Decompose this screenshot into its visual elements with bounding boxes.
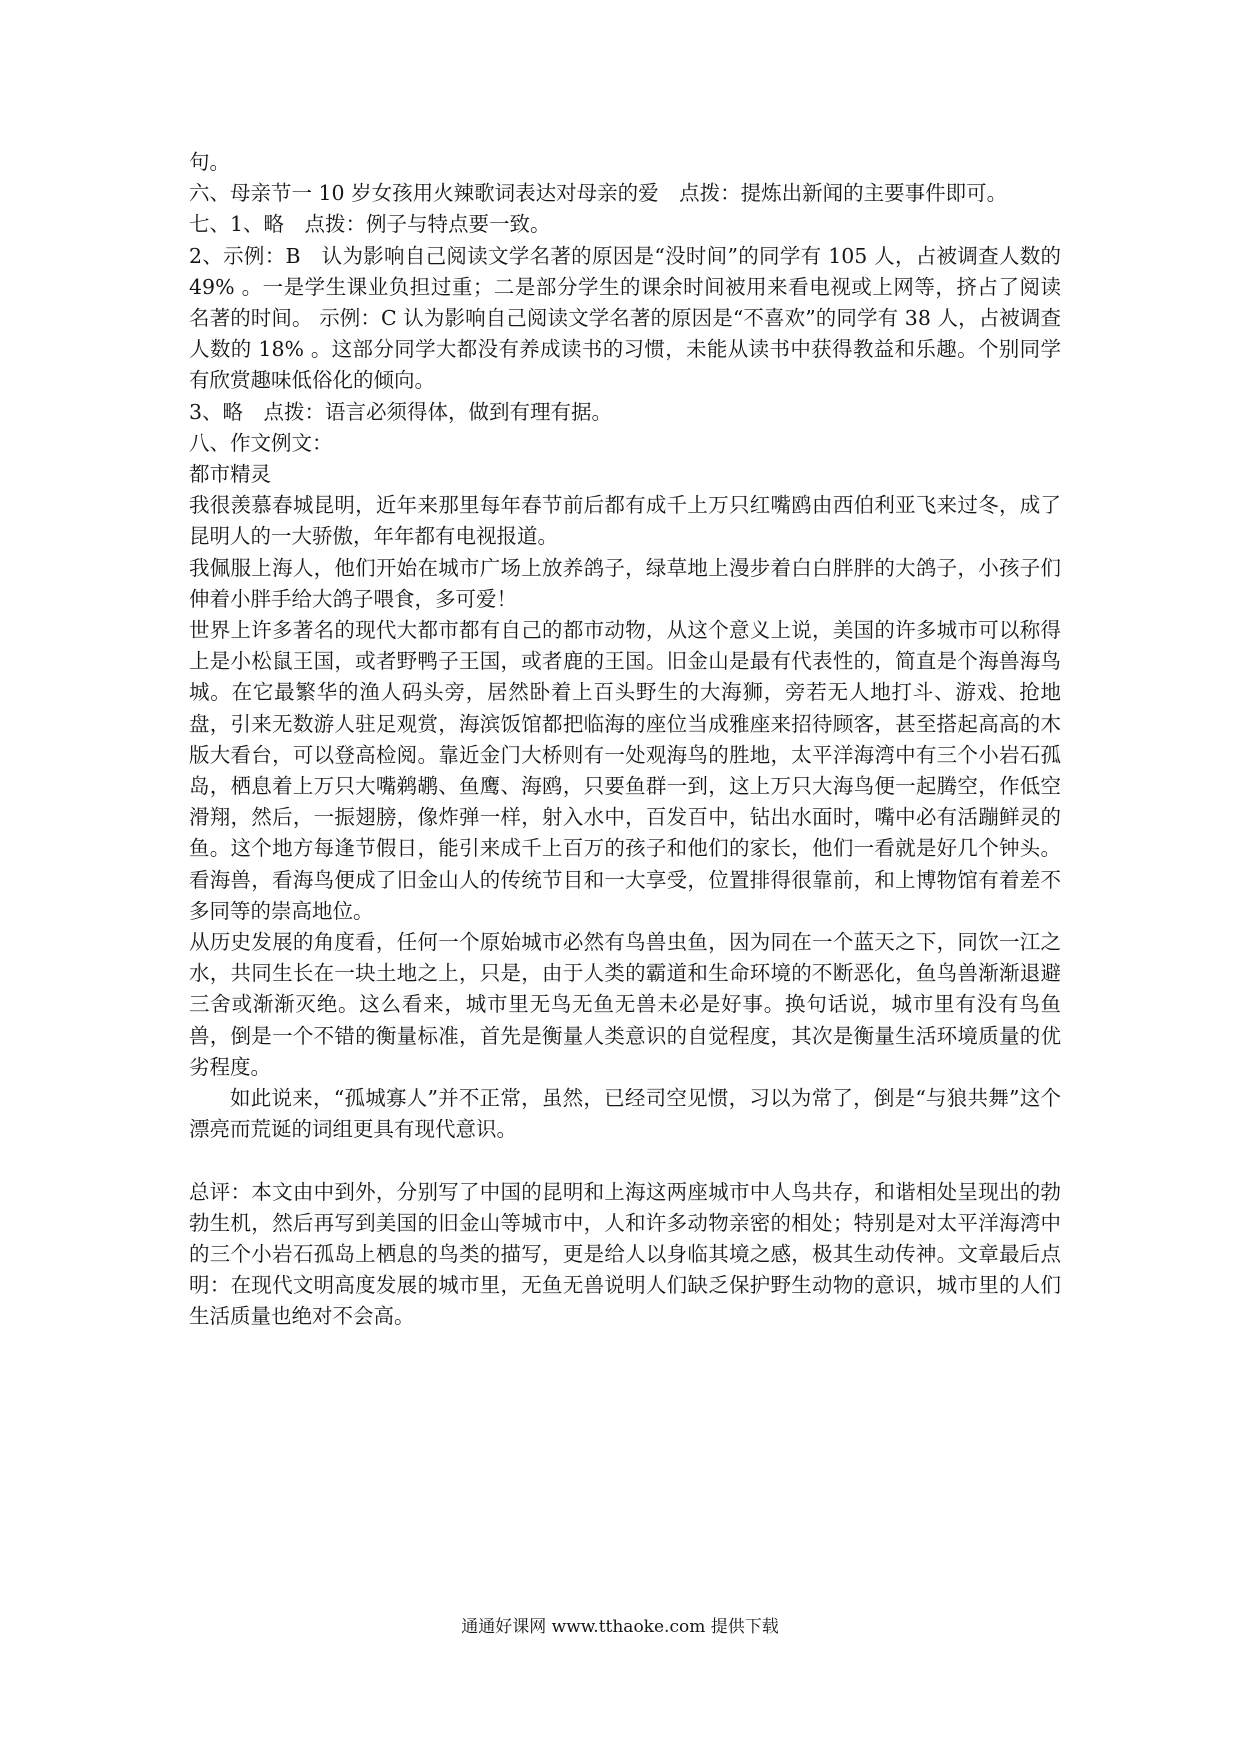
essay-paragraph-san-francisco: 世界上许多著名的现代大都市都有自己的都市动物，从这个意义上说，美国的许多城市可以称得上是小松鼠王国，或者野鸭子王国，或者鹿的王国。旧金山是最有代表性的，简直是个海兽海鸟城。在它最繁华的渔人码头旁，居然卧着上百头野生的大海狮，旁若无人地打斗、游戏、抢地盘，引来无数游人驻足观赏，海滨饭馆都把临海的座位当成雅座来招待顾客，甚至搭起高高的木版大看台，可以登高检阅。靠近金门大桥则有一处观海鸟的胜地，太平洋海湾中有三个小岩石孤岛，栖息着上万只大嘴鹈鹕、鱼鹰、海鸥，只要鱼群一到，这上万只大海鸟便一起腾空，作低空滑翔，然后，一振翅膀，像炸弹一样，射入水中，百发百中，钻出水面时，嘴中必有活蹦鲜灵的鱼。这个地方每逢节假日，能引来成千上百万的孩子和他们的家长，他们一看就是好几个钟头。看海兽，看海鸟便成了旧金山人的传统节目和一大享受，位置排得很靠前，和上博物馆有着差不多同等的崇高地位。: [189, 618, 1061, 923]
document-body: [189, 147, 1061, 1333]
essay-paragraph-history: 从历史发展的角度看，任何一个原始城市必然有鸟兽虫鱼，因为同在一个蓝天之下，同饮一江之水，共同生长在一块土地之上，只是，由于人类的霸道和生命环境的不断恶化，鱼鸟兽渐渐退避三舍或渐渐灭绝。这么看来，城市里无鸟无鱼无兽未必是好事。换句话说，城市里有没有鸟鱼兽，倒是一个不错的衡量标准，首先是衡量人类意识的自觉程度，其次是衡量生活环境质量的优劣程度。: [189, 930, 1061, 1079]
essay-title: 都市精灵: [189, 462, 271, 487]
answer-seven-2: 2、示例：B 认为影响自己阅读文学名著的原因是“没时间”的同学有 105 人，占被调查人数的 49% 。一是学生课业负担过重；二是部分学生的课余时间被用来看电视或上网等，挤占了阅读名著的时间。 示例：C 认为影响自己阅读文学名著的原因是“不喜欢”的同学有 38 人，占被调查人数的 18% 。这部分同学大都没有养成读书的习惯，未能从读书中获得教益和乐趣。个别同学有欣赏趣味低俗化的倾向。: [189, 243, 1061, 393]
answer-seven-1: 七、1、略 点拨：例子与特点要一致。: [189, 212, 551, 237]
spacer: [189, 1146, 1061, 1177]
answer-seven-3: 3、略 点拨：语言必须得体，做到有理有据。: [189, 399, 613, 424]
page-footer: 通通好课网 www.tthaoke.com 提供下载: [461, 1617, 779, 1637]
essay-review: 总评：本文由中到外，分别写了中国的昆明和上海这两座城市中人鸟共存，和谐相处呈现出的勃勃生机，然后再写到美国的旧金山等城市中，人和许多动物亲密的相处；特别是对太平洋海湾中的三个小岩石孤岛上栖息的鸟类的描写，更是给人以身临其境之感，极其生动传神。文章最后点明：在现代文明高度发展的城市里，无鱼无兽说明人们缺乏保护野生动物的意识，城市里的人们生活质量也绝对不会高。: [189, 1179, 1061, 1329]
answer-six: 六、母亲节一 10 岁女孩用火辣歌词表达对母亲的爱 点拨：提炼出新闻的主要事件即可。: [189, 181, 1008, 206]
essay-paragraph-conclusion: 如此说来，“孤城寡人”并不正常，虽然，已经司空见惯，习以为常了，倒是“与狼共舞”这个漂亮而荒诞的词组更具有现代意识。: [189, 1086, 1061, 1142]
essay-paragraph-kunming: 我很羡慕春城昆明，近年来那里每年春节前后都有成千上万只红嘴鸥由西伯利亚飞来过冬，成了昆明人的一大骄傲，年年都有电视报道。: [189, 493, 1061, 549]
section-eight-heading: 八、作文例文：: [189, 430, 333, 455]
paragraph-continuation: 句。: [189, 150, 230, 174]
essay-paragraph-shanghai: 我佩服上海人，他们开始在城市广场上放养鸽子，绿草地上漫步着白白胖胖的大鸽子，小孩子们伸着小胖手给大鸽子喂食，多可爱！: [189, 555, 1061, 611]
